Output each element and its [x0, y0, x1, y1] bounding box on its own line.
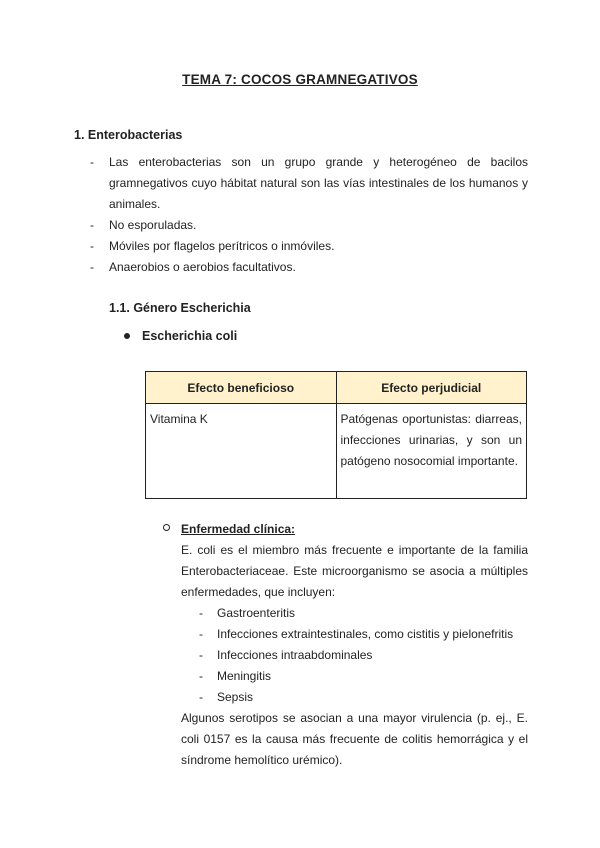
- hollow-circle-bullet-icon: [163, 524, 170, 531]
- effects-table: [145, 371, 527, 499]
- clinical-label: Enfermedad clínica:: [181, 522, 296, 536]
- list-item: [74, 152, 528, 215]
- list-item-text: Móviles por flagelos perítricos o inmóviles.: [109, 239, 335, 253]
- list-item: [74, 257, 528, 278]
- dash-marker: -: [90, 218, 94, 232]
- dash-marker: -: [199, 606, 203, 620]
- header-beneficial: Efecto beneficioso: [146, 372, 337, 404]
- clinical-disease-block: [163, 519, 528, 771]
- dash-marker: -: [199, 669, 203, 683]
- list-item: [181, 624, 528, 645]
- table-row: [146, 404, 527, 499]
- table-header-row: [146, 372, 527, 404]
- disease-list: [181, 603, 528, 708]
- disease-text: Infecciones intraabdominales: [217, 648, 373, 662]
- disease-text: Gastroenteritis: [217, 606, 296, 620]
- list-item: [181, 645, 528, 666]
- list-item: [181, 603, 528, 624]
- list-item: [181, 666, 528, 687]
- cell-beneficial: Vitamina K: [146, 404, 337, 499]
- dash-marker: -: [199, 648, 203, 662]
- disease-text: Sepsis: [217, 690, 254, 704]
- list-item-text: Las enterobacterias son un grupo grande y heterogéneo de bacilos gramnegativos cuyo hábitat natural son las vías intestinales de los humanos y animales.: [109, 155, 528, 211]
- list-item-text: No esporuladas.: [109, 218, 197, 232]
- section-heading-enterobacterias: 1. Enterobacterias: [74, 128, 183, 142]
- enterobacterias-list: [74, 152, 528, 278]
- list-item-text: Anaerobios o aerobios facultativos.: [109, 260, 296, 274]
- species-bullet: [124, 329, 237, 343]
- cell-harmful: Patógenas oportunistas: diarreas, infecciones urinarias, y son un patógeno nosocomial importante.: [336, 404, 527, 499]
- clinical-outro: Algunos serotipos se asocian a una mayor virulencia (p. ej., E. coli 0157 es la causa más frecuente de colitis hemorrágica y el síndrome hemolítico urémico).: [181, 711, 528, 767]
- dash-marker: -: [90, 260, 94, 274]
- list-item: [181, 687, 528, 708]
- dash-marker: -: [90, 239, 94, 253]
- list-item: [74, 236, 528, 257]
- bullet-dot-icon: [124, 333, 130, 339]
- disease-text: Meningitis: [217, 669, 272, 683]
- header-harmful: Efecto perjudicial: [336, 372, 527, 404]
- dash-marker: -: [90, 155, 94, 169]
- subsection-heading-escherichia: 1.1. Género Escherichia: [109, 301, 251, 315]
- clinical-intro: E. coli es el miembro más frecuente e importante de la familia Enterobacteriaceae. Este microorganismo se asocia a múltiples enfermedades, que incluyen:: [181, 543, 528, 599]
- dash-marker: -: [199, 627, 203, 641]
- disease-text: Infecciones extraintestinales, como cistitis y pielonefritis: [217, 627, 514, 641]
- dash-marker: -: [199, 690, 203, 704]
- species-name: Escherichia coli: [142, 329, 238, 343]
- list-item: [74, 215, 528, 236]
- page-title: TEMA 7: COCOS GRAMNEGATIVOS: [182, 72, 418, 87]
